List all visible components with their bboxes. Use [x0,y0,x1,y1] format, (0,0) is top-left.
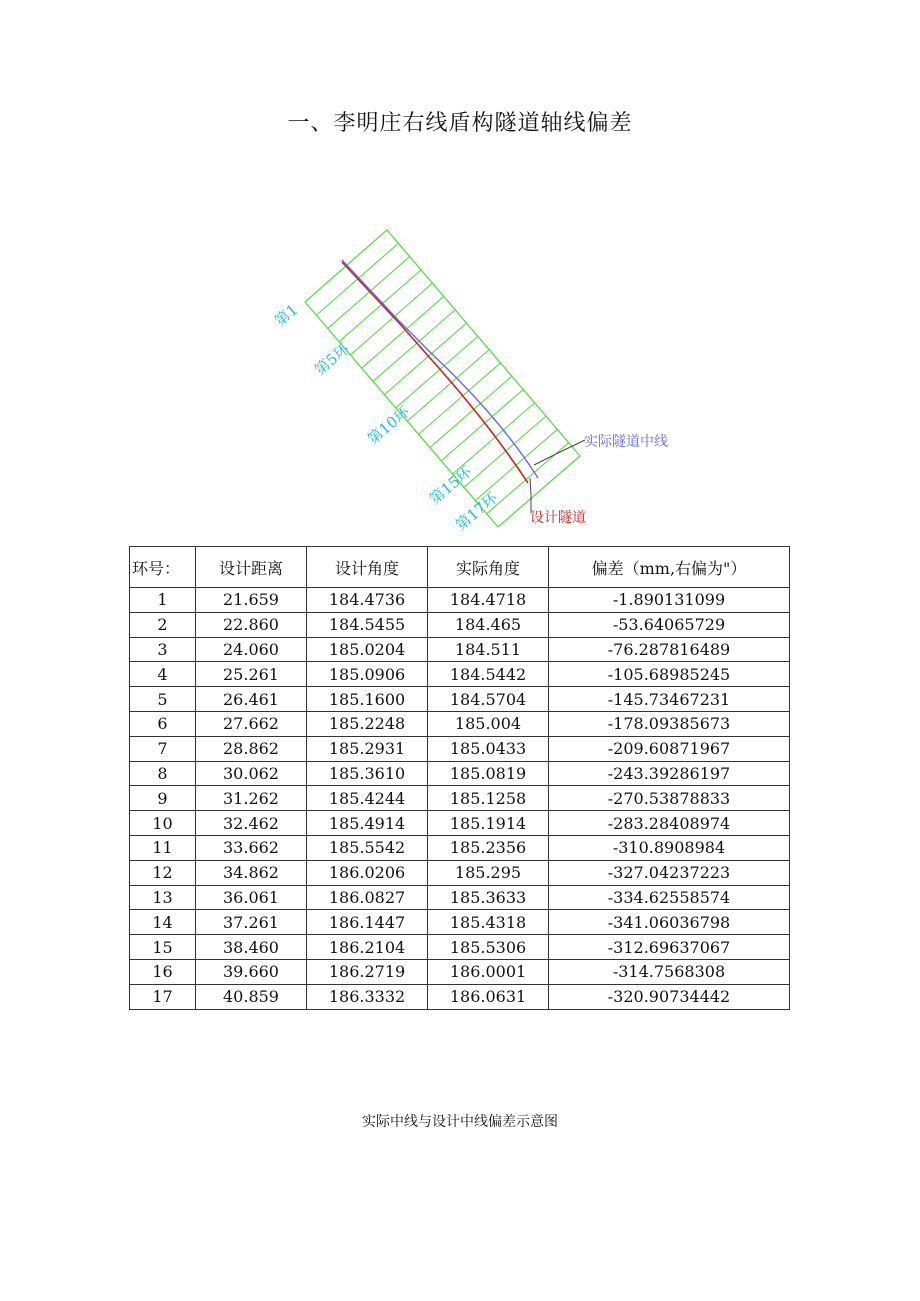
ring-divider [328,257,410,329]
tunnel-diagram [260,220,690,535]
cell-deviation: -243.39286197 [549,761,790,786]
cell-actual-angle: 185.0819 [428,761,549,786]
ring-divider [384,323,466,395]
cell-deviation: -1.890131099 [549,588,790,613]
cell-design-distance: 40.859 [196,984,307,1009]
legend-actual [534,433,668,465]
header-actual-angle: 实际角度 [428,547,549,588]
cell-ring-no: 6 [130,711,196,736]
cell-ring-no: 13 [130,885,196,910]
cell-design-distance: 21.659 [196,588,307,613]
cell-actual-angle: 184.511 [428,637,549,662]
header-design-angle: 设计角度 [307,547,428,588]
legend-actual-label: 实际隧道中线 [584,434,668,450]
cell-design-distance: 27.662 [196,711,307,736]
ring-divider [441,390,523,461]
cell-actual-angle: 185.1914 [428,811,549,836]
cell-design-angle: 185.0906 [307,662,428,687]
table-row [130,687,790,712]
cell-deviation: -310.8908984 [549,835,790,860]
cell-ring-no: 9 [130,786,196,811]
cell-design-distance: 37.261 [196,910,307,935]
deviation-table [129,546,790,1010]
cell-deviation: -314.7568308 [549,959,790,984]
cell-design-angle: 185.0204 [307,637,428,662]
cell-actual-angle: 184.465 [428,612,549,637]
cell-ring-no: 7 [130,736,196,761]
cell-design-angle: 186.1447 [307,910,428,935]
ring-label: 第15环 [426,462,476,509]
table-row [130,711,790,736]
cell-actual-angle: 185.004 [428,711,549,736]
cell-deviation: -341.06036798 [549,910,790,935]
cell-actual-angle: 185.0433 [428,736,549,761]
cell-deviation: -312.69637067 [549,935,790,960]
cell-ring-no: 5 [130,687,196,712]
cell-design-distance: 30.062 [196,761,307,786]
ring-divider [362,296,444,368]
cell-actual-angle: 185.2356 [428,835,549,860]
cell-actual-angle: 184.5704 [428,687,549,712]
table-row [130,885,790,910]
cell-design-angle: 185.5542 [307,835,428,860]
ring-label: 第5环 [311,339,353,380]
cell-design-distance: 36.061 [196,885,307,910]
table-row [130,761,790,786]
table-row [130,811,790,836]
cell-ring-no: 12 [130,860,196,885]
cell-deviation: -53.64065729 [549,612,790,637]
cell-design-angle: 184.4736 [307,588,428,613]
cell-design-angle: 186.3332 [307,984,428,1009]
cell-design-angle: 186.0827 [307,885,428,910]
cell-deviation: -327.04237223 [549,860,790,885]
ring-divider [464,416,546,487]
tunnel-deviation-figure [260,220,690,535]
cell-design-distance: 31.262 [196,786,307,811]
table-body [130,588,790,1010]
page-title: 一、李明庄右线盾构隧道轴线偏差 [287,111,633,136]
cell-actual-angle: 186.0001 [428,959,549,984]
ring-labels [271,300,502,534]
cell-actual-angle: 185.5306 [428,935,549,960]
table-row [130,612,790,637]
cell-deviation: -320.90734442 [549,984,790,1009]
cell-design-angle: 186.2104 [307,935,428,960]
ring-divider [350,283,432,355]
cell-ring-no: 11 [130,835,196,860]
table-row [130,984,790,1009]
cell-deviation: -270.53878833 [549,786,790,811]
table-row [130,835,790,860]
cell-design-angle: 185.1600 [307,687,428,712]
cell-ring-no: 15 [130,935,196,960]
table-row [130,637,790,662]
table-row [130,935,790,960]
cell-design-angle: 186.2719 [307,959,428,984]
cell-design-distance: 32.462 [196,811,307,836]
cell-design-angle: 186.0206 [307,860,428,885]
ring-divider [430,376,512,447]
legend-design [530,478,586,526]
cell-ring-no: 3 [130,637,196,662]
ring-divider [407,350,489,421]
cell-actual-angle: 185.1258 [428,786,549,811]
header-deviation: 偏差（mm,右偏为"） [549,547,790,588]
cell-design-distance: 25.261 [196,662,307,687]
cell-ring-no: 2 [130,612,196,637]
table-row [130,786,790,811]
cell-deviation: -334.62558574 [549,885,790,910]
table-row [130,662,790,687]
cell-actual-angle: 185.3633 [428,885,549,910]
cell-deviation: -145.73467231 [549,687,790,712]
table-row [130,736,790,761]
table-row [130,959,790,984]
legend-design-leader [530,478,531,513]
cell-design-distance: 38.460 [196,935,307,960]
cell-actual-angle: 184.5442 [428,662,549,687]
cell-design-distance: 39.660 [196,959,307,984]
table-row [130,860,790,885]
table-row [130,910,790,935]
cell-actual-angle: 186.0631 [428,984,549,1009]
ring-label: 第10环 [364,402,414,449]
table-header-row [130,547,790,588]
cell-deviation: -76.287816489 [549,637,790,662]
cell-design-angle: 185.4914 [307,811,428,836]
ring-label: 第1 [271,300,302,331]
header-design-distance: 设计距离 [196,547,307,588]
cell-design-angle: 184.5455 [307,612,428,637]
cell-ring-no: 4 [130,662,196,687]
cell-design-angle: 185.2248 [307,711,428,736]
design-centerline [342,262,528,483]
cell-design-distance: 22.860 [196,612,307,637]
cell-design-distance: 33.662 [196,835,307,860]
ring-divider [453,403,535,474]
cell-deviation: -105.68985245 [549,662,790,687]
cell-deviation: -283.28408974 [549,811,790,836]
cell-ring-no: 1 [130,588,196,613]
cell-actual-angle: 184.4718 [428,588,549,613]
figure-caption: 实际中线与设计中线偏差示意图 [362,1114,558,1130]
cell-ring-no: 10 [130,811,196,836]
ring-divider [373,310,455,382]
cell-design-distance: 34.862 [196,860,307,885]
cell-ring-no: 16 [130,959,196,984]
cell-design-distance: 26.461 [196,687,307,712]
cell-design-angle: 185.3610 [307,761,428,786]
ring-divider [419,363,501,434]
ring-label: 第17环 [452,488,502,535]
cell-ring-no: 8 [130,761,196,786]
header-ring-no: 环号： [130,547,196,588]
cell-ring-no: 14 [130,910,196,935]
cell-deviation: -178.09385673 [549,711,790,736]
ring-divider [396,336,478,408]
cell-actual-angle: 185.4318 [428,910,549,935]
legend-design-label: 设计隧道 [530,510,586,526]
cell-design-distance: 24.060 [196,637,307,662]
cell-ring-no: 17 [130,984,196,1009]
cell-design-distance: 28.862 [196,736,307,761]
cell-deviation: -209.60871967 [549,736,790,761]
cell-actual-angle: 185.295 [428,860,549,885]
cell-design-angle: 185.2931 [307,736,428,761]
cell-design-angle: 185.4244 [307,786,428,811]
table-row [130,588,790,613]
